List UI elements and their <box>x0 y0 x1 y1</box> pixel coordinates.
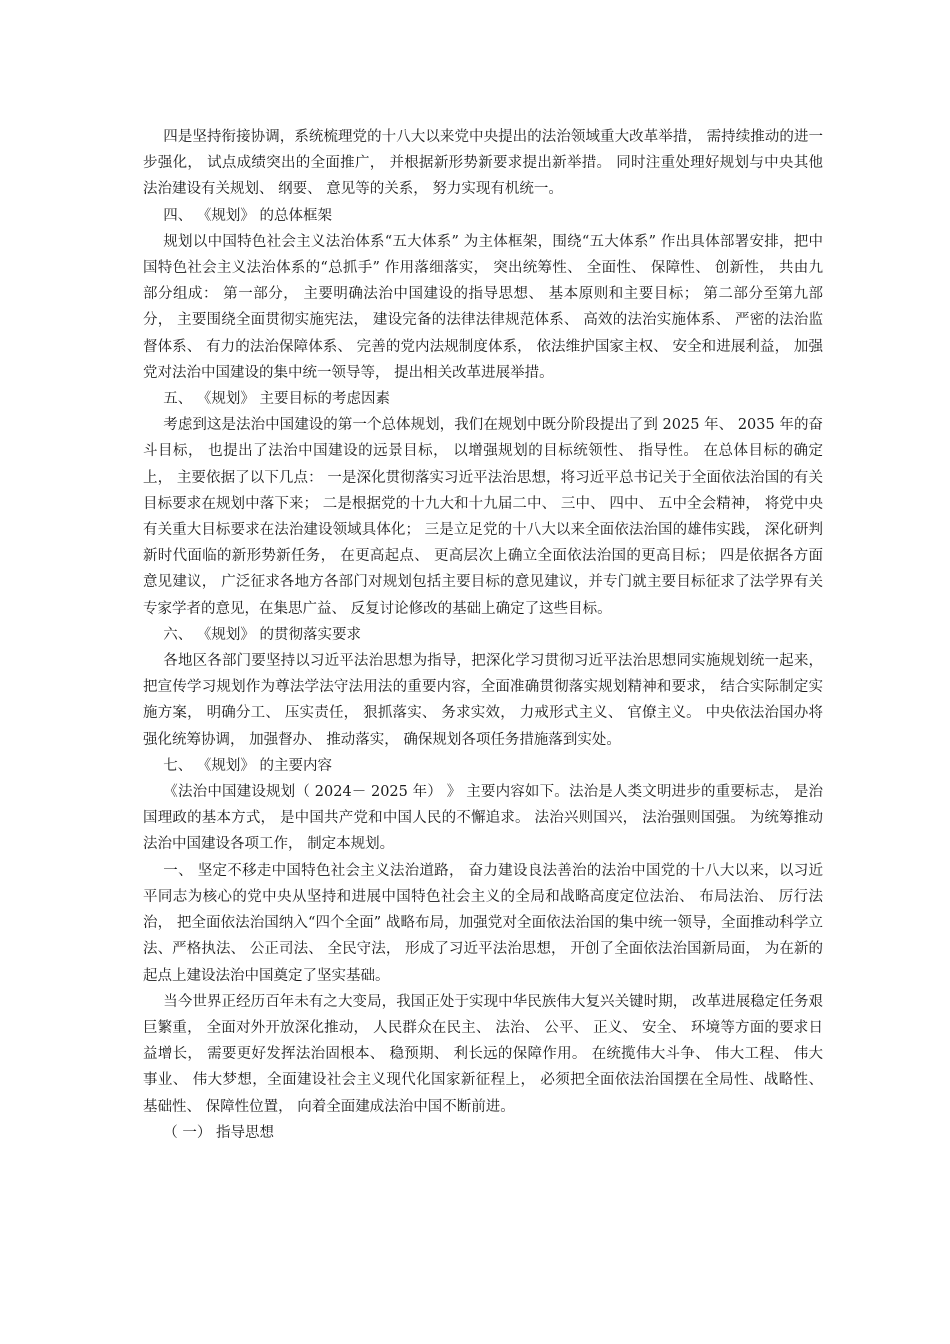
heading-implementation-requirements: 六、 《规划》 的贯彻落实要求 <box>163 626 362 643</box>
paragraph-main-content: 《法治中国建设规划（ 2024－ 2025 年） 》 主要内容如下。法治是人类文明进步的重要标志， 是治国理政的基本方式， 是中国共产党和中国人民的不懈追求。 法治兴则国兴， 法治强则国强。 为统筹推动法治中国建设各项工作， 制定本规划。 <box>143 784 823 853</box>
paragraph-framework: 规划以中国特色社会主义法治体系“五大体系” 为主体框架，围绕“五大体系” 作出具体部署安排，把中国特色社会主义法治体系的“总抓手” 作用落细落实， 突出统筹性、 全面性、 保障性、 创新性， 共由九部分组成： 第一部分， 主要明确法治中国建设的指导思想、 基本原则和主要目标； 第二部分至第九部分， 主要围绕全面贯彻实施宪法， 建设完备的法律法律规范体系、 高效的法治实施体系、 严密的法治监督体系、 有力的法治保障体系、 完善的党内法规制度体系， 依法维护国家主权、 安全和进展利益， 加强党对法治中国建设的集中统一领导等， 提出相关改革进展举措。 <box>143 233 823 381</box>
heading-overall-framework: 四、 《规划》 的总体框架 <box>163 207 333 224</box>
paragraph-section-one: 一、 坚定不移走中国特色社会主义法治道路， 奋力建设良法善治的法治中国党的十八大以来，以习近平同志为核心的党中央从坚持和进展中国特色社会主义的全局和战略高度定位法治、 布局法治、 厉行法治， 把全面依法治国纳入“四个全面” 战略布局，加强党对全面依法治国的集中统一领导，全面推动科学立法、严格执法、 公正司法、 全民守法， 形成了习近平法治思想， 开创了全面依法治国新局面， 为在新的起点上建设法治中国奠定了坚实基础。 <box>143 862 823 984</box>
heading-main-content: 七、 《规划》 的主要内容 <box>163 757 333 774</box>
paragraph-world-situation: 当今世界正经历百年未有之大变局，我国正处于实现中华民族伟大复兴关键时期， 改革进展稳定任务艰巨繁重， 全面对外开放深化推动， 人民群众在民主、 法治、 公平、 正义、 安全、 环境等方面的要求日益增长， 需要更好发挥法治固根本、 稳预期、 利长远的保障作用。 在统揽伟大斗争、 伟大工程、 伟大事业、 伟大梦想，全面建设社会主义现代化国家新征程上， 必须把全面依法治国摆在全局性、战略性、 基础性、 保障性位置， 向着全面建成法治中国不断前进。 <box>143 993 823 1115</box>
heading-guiding-ideology: （ 一） 指导思想 <box>163 1124 275 1141</box>
document-body <box>143 124 823 1146</box>
heading-main-goals-factors: 五、 《规划》 主要目标的考虑因素 <box>163 391 391 408</box>
paragraph-goals: 考虑到这是法治中国建设的第一个总体规划，我们在规划中既分阶段提出了到 2025 年、 2035 年的奋斗目标， 也提出了法治中国建设的远景目标， 以增强规划的目标统领性、 指导性。 在总体目标的确定上， 主要依据了以下几点： 一是深化贯彻落实习近平法治思想，将习近平总书记关于全面依法治国的有关目标要求在规划中落下来； 二是根据党的十九大和十九届二中、 三中、 四中、 五中全会精神， 将党中央有关重大目标要求在法治建设领域具体化； 三是立足党的十八大以来全面依法治国的雄伟实践， 深化研判新时代面临的新形势新任务， 在更高起点、 更高层次上确立全面依法治国的更高目标； 四是依据各方面意见建议， 广泛征求各地方各部门对规划包括主要目标的意见建议，并专门就主要目标征求了法学界有关专家学者的意见，在集思广益、 反复讨论修改的基础上确定了这些目标。 <box>143 417 823 617</box>
paragraph-implementation: 各地区各部门要坚持以习近平法治思想为指导，把深化学习贯彻习近平法治思想同实施规划统一起来， 把宣传学习规划作为尊法学法守法用法的重要内容，全面准确贯彻落实规划精神和要求， 结合实际制定实施方案， 明确分工、 压实责任， 狠抓落实、 务求实效， 力戒形式主义、 官僚主义。 中央依法治国办将强化统筹协调， 加强督办、 推动落实， 确保规划各项任务措施落到实处。 <box>143 653 823 748</box>
paragraph-coordination: 四是坚持衔接协调，系统梳理党的十八大以来党中央提出的法治领域重大改革举措， 需持续推动的进一步强化， 试点成绩突出的全面推广， 并根据新形势新要求提出新举措。 同时注重处理好规划与中央其他法治建设有关规划、 纲要、 意见等的关系， 努力实现有机统一。 <box>143 129 823 198</box>
